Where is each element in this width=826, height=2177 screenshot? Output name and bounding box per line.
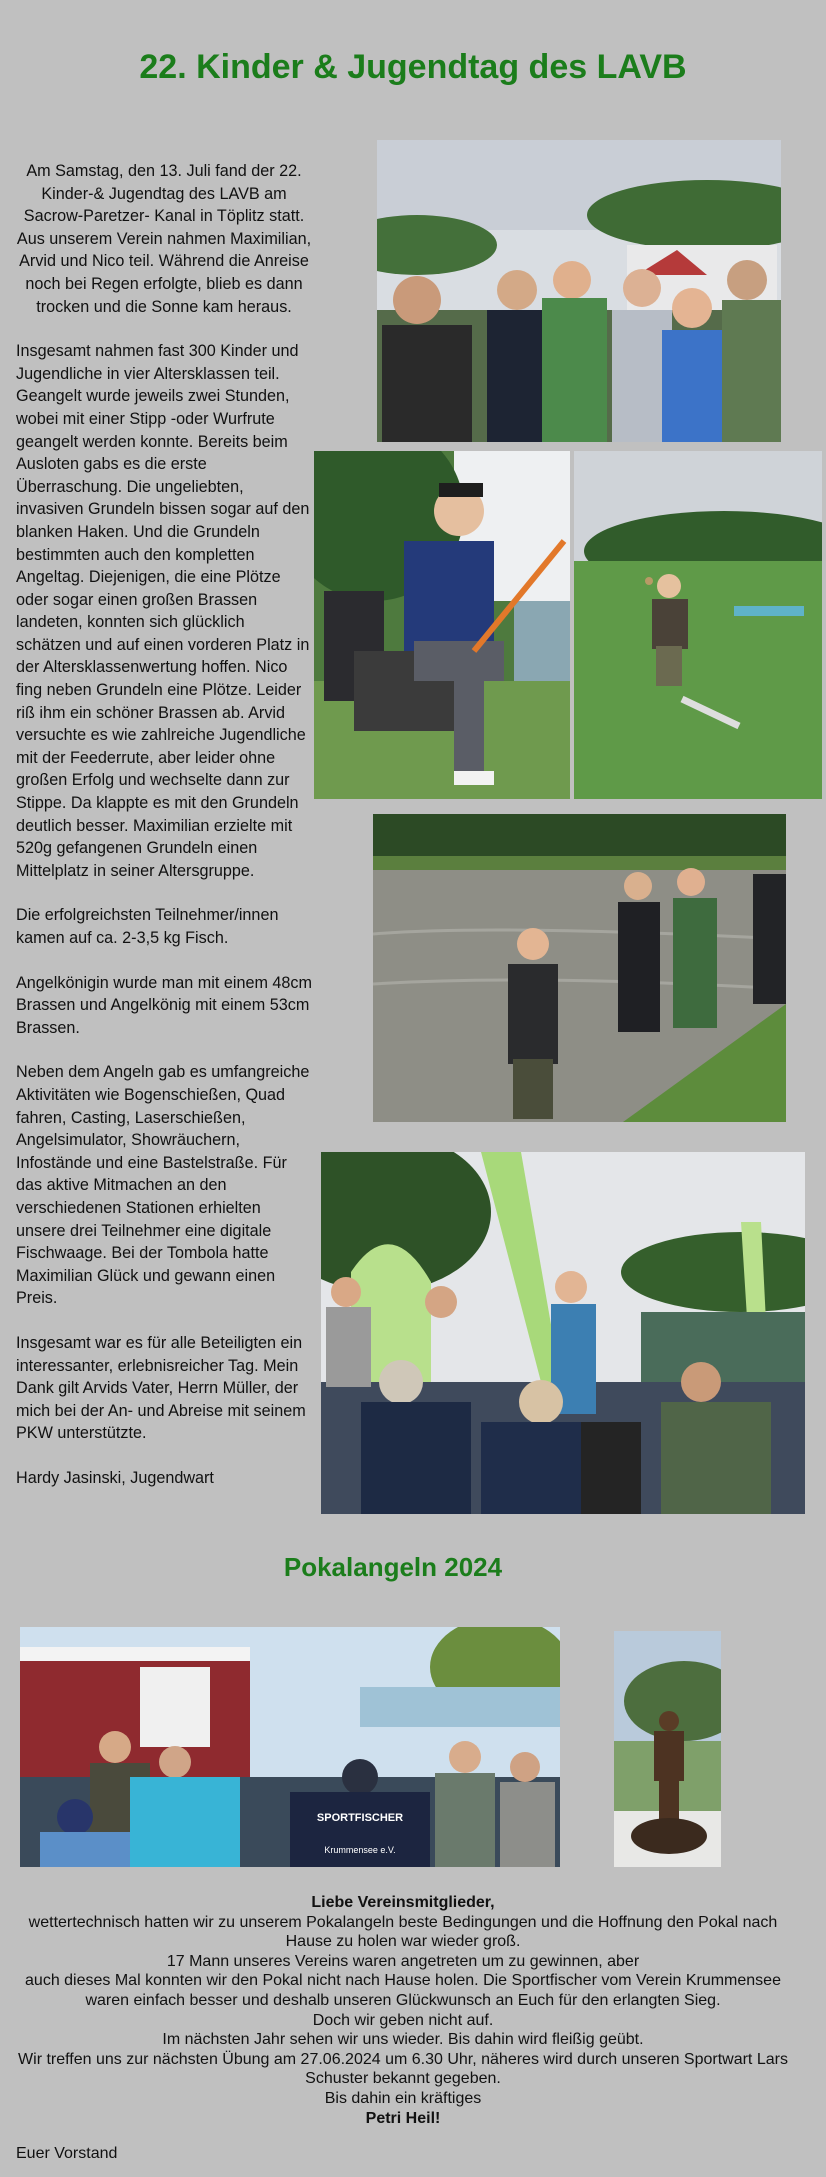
article-paragraph: Die erfolgreichsten Teilnehmer/innen kamen auf ca. 2-3,5 kg Fisch. — [16, 906, 279, 947]
letter-line: Bis dahin ein kräftiges — [324, 2089, 482, 2107]
letter-line: auch dieses Mal konnten wir den Pokal nicht nach Hause holen. Die Sportfischer vom Verein Krummensee — [25, 1972, 781, 1990]
photo-pokalangeln-group — [20, 1627, 560, 1867]
signoff: Euer Vorstand — [16, 2145, 118, 2162]
article-paragraph: Angelkönigin wurde man mit einem 48cm Brassen und Angelkönig mit einem 53cm Brassen. — [16, 973, 313, 1037]
photo-boy-fishing-chair — [314, 451, 570, 799]
photo-boy-in-field — [574, 451, 822, 799]
photo-boys-at-canal — [373, 814, 786, 1122]
letter-line: Hause zu holen war wieder groß. — [285, 1933, 521, 1951]
letter-closing: Petri Heil! — [365, 2109, 441, 2127]
article-paragraph: Insgesamt nahmen fast 300 Kinder und Jugendliche in vier Altersklassen teil. Geangelt wurde jeweils zwei Stunden, wobei mit einer Stipp -oder Wurfrute geangelt werden konnte. Bereits beim Ausloten gabs es die erste Überraschung. Die ungeliebten, invasiven Grundeln bissen sogar auf den blanken Haken. Und die Grundeln bestimmten auch den kompletten Angeltag. Diejenigen, die eine Plötze oder sogar einen großen Brassen landeten, konnten sich glücklich schätzen und auf einen vorderen Platz in der Altersklassenwertung hoffen. Nico fing neben Grundeln eine Plötze. Leider riß ihm ein schöner Brassen ab. Arvid versuchte es wie zahlreiche Jugendliche mit der Feederrute, aber leider ohne großen Erfolg und wechselte dann zur Stippe. Da klappte es mit den Grundeln deutlich besser. Maximilian erzielte mit 520g gefangenen Grundeln einen Mittelplatz in seiner Altersgruppe. — [16, 342, 310, 880]
photo-participants-group — [377, 140, 781, 442]
club-letter — [18, 1893, 788, 2128]
article-paragraph: Am Samstag, den 13. Juli fand der 22. Kinder-& Jugendtag des LAVB am Sacrow-Paretzer- Kanal in Töplitz statt. Aus unserem Verein nahmen Maximilian, Arvid und Nico teil. Während die Anreise noch bei Regen erfolgte, blieb es dann trocken und die Sonne kam heraus. — [16, 162, 312, 316]
jacket-print-text: Krummensee e.V. — [324, 1845, 396, 1855]
article-paragraph: Neben dem Angeln gab es umfangreiche Aktivitäten wie Bogenschießen, Quad fahren, Casting, Laserschießen, Angelsimulator, Showräuchern, Infostände und eine Bastelstraße. Für das aktive Mitmachen an den verschiedenen Stationen erhielten unsere drei Teilnehmer eine digitale Fischwaage. Bei der Tombola hatte Maximilian Glück und gewann einen Preis. — [16, 1063, 310, 1308]
letter-line: Doch wir geben nicht auf. — [312, 2011, 494, 2029]
photo-event-stage-crowd — [321, 1152, 805, 1514]
article-text — [16, 160, 312, 1511]
article-paragraph: Insgesamt war es für alle Beteiligten ein interessanter, erlebnisreicher Tag. Mein Dank gilt Arvids Vater, Herrn Müller, der mich bei der An- und Abreise mit seinem PKW unterstützte. — [16, 1333, 306, 1443]
jacket-print-text: SPORTFISCHER — [316, 1812, 404, 1824]
letter-line: waren einfach besser und deshalb unseren Glückwunsch an Euch für den erlangten Sieg. — [85, 1991, 721, 2009]
letter-greeting: Liebe Vereinsmitglieder, — [311, 1894, 495, 1911]
letter-line: Im nächsten Jahr sehen wir uns wieder. Bis dahin wird fleißig geübt. — [162, 2031, 644, 2049]
page-title: 22. Kinder & Jugendtag des LAVB — [139, 48, 687, 86]
letter-line: wettertechnisch hatten wir zu unserem Pokalangeln beste Bedingungen und die Hoffnung den Pokal nach — [28, 1913, 778, 1931]
photo-trophy — [614, 1631, 721, 1867]
letter-line: Wir treffen uns zur nächsten Übung am 27.06.2024 um 6.30 Uhr, näheres wird durch unseren Sportwart Lars — [18, 2050, 788, 2068]
letter-line: 17 Mann unseres Vereins waren angetreten um zu gewinnen, aber — [166, 1952, 640, 1970]
letter-line: Schuster bekannt gegeben. — [305, 2070, 501, 2088]
article-author: Hardy Jasinski, Jugendwart — [16, 1468, 214, 1487]
section-title: Pokalangeln 2024 — [283, 1552, 503, 1582]
